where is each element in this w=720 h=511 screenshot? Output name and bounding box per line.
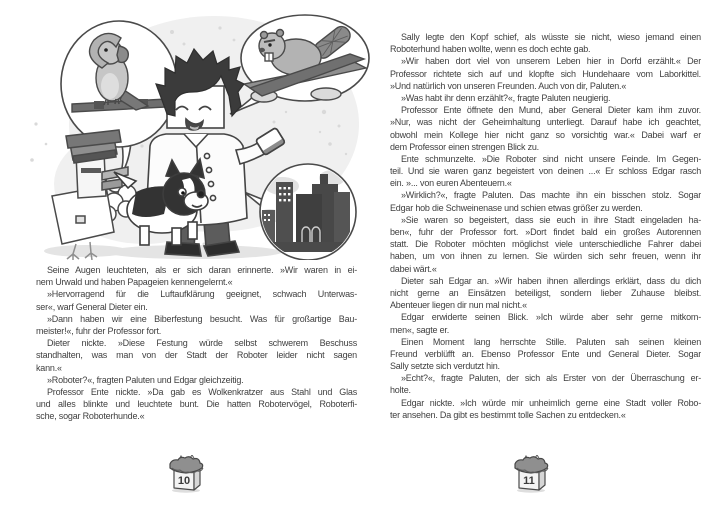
text-line: und alles blinkte und leuchtete bunt. Die hatten Robotervögel, Roboterfi- (36, 399, 357, 410)
text-line: Sally setzte sich verdutzt hin. (390, 361, 500, 372)
left-page-text (36, 264, 357, 422)
text-line: »Was habt ihr denn erzählt?«, fragte Paluten neugierig. (401, 92, 611, 103)
text-line: men«, sagte er. (390, 324, 450, 335)
grass-block-icon (515, 455, 548, 493)
page-number-badge-right (511, 455, 551, 493)
text-line: ein. »... von euren Abenteuern.« (390, 178, 512, 189)
paragraph (390, 55, 701, 92)
paragraph (390, 397, 701, 421)
paragraph (36, 386, 357, 423)
text-line: »Dann haben wir eine Biberfestung besucht. Was für großartige Bau- (47, 313, 357, 324)
text-line: nicht gerne an Einsätzen beteiligst, sondern lieber Zuhause bleibst. (390, 287, 701, 298)
text-line: »Nur, was nicht der Geheimhaltung unterliegt. Darauf habe ich geachtet, (390, 117, 701, 128)
military-cap-icon (66, 130, 121, 163)
text-line: sche, sogar Roboterhunde.« (36, 411, 145, 422)
text-line: Seine Augen leuchteten, als er sich daran erinnerte. »Wir waren in ei- (47, 265, 357, 275)
text-line: Professor Ente nickte. »Da gab es Wolkenkratzer aus Stahl und Glas (47, 386, 357, 397)
text-line: ser«, warf General Dieter ein. (36, 301, 148, 312)
paragraph (390, 31, 701, 55)
paragraph (390, 104, 701, 153)
text-line: »Hervorragend für die Luftaufklärung geeignet, schwach Unterwas- (47, 289, 357, 300)
text-line: Edgar erwiderte seinen Blick. »Ich würde aber sehr gerne mitkom- (401, 312, 701, 323)
text-line: Roboterhund haben wollte, wenn es doch echte gab. (390, 44, 591, 55)
page-number: 11 (523, 475, 535, 487)
paragraph (390, 275, 701, 312)
text-line: Ente schmunzelte. »Die Roboter sind nicht unsere Feinde. Im Gegen- (401, 153, 701, 164)
text-line: dabei wärt.« (390, 263, 437, 274)
paragraph (390, 189, 701, 213)
paragraph (390, 336, 701, 373)
text-line: Edgar nickte. »Ich würde mir unheimlich gerne eine Stadt voller Robo- (401, 397, 701, 408)
page-number-badge-left (166, 455, 206, 493)
text-line: Professor richtete sich auf und klopfte sich Hundehaare vom Laborkittel. (390, 68, 701, 79)
paragraph (36, 288, 357, 312)
ground-shadows (44, 245, 282, 259)
text-line: »Sie waren so begeistert, dass sie euch in ihre Stadt eingeladen ha- (401, 214, 701, 225)
paragraph (36, 264, 357, 288)
text-line: Sally legte den Kopf schief, als wüsste sie nicht, wieso jemand einen (401, 32, 701, 42)
page-number: 10 (177, 475, 191, 487)
text-line: statt. Die Roboter möchten möglichst viele unterschiedliche Fahrer dabei (390, 239, 701, 250)
text-line: Dieter nickte. »Diese Festung würde selbst schwerem Beschuss (47, 338, 357, 349)
text-line: meister!«, fuhr der Professor fort. (36, 325, 162, 336)
text-line: holte. (390, 385, 411, 396)
story-illustration (24, 4, 370, 260)
text-line: dem Professor einen strengen Blick zu. (390, 141, 539, 152)
text-line: Edgar hob die Schweinenase und schien etwas größer zu werden. (390, 202, 643, 213)
paragraph (36, 337, 357, 374)
text-line: Abenteuer liegen dir nun mal nicht.« (390, 300, 527, 311)
text-line: »Wir haben dort viel von unserem Leben hier in Dorfd erzählt.« Der (401, 56, 701, 67)
text-line: »Echt?«, fragte Paluten, der sich als Erster von der Überraschung er- (401, 373, 701, 384)
right-page-text (390, 31, 701, 421)
text-line: »Roboter?«, fragten Paluten und Edgar gleichzeitig. (47, 374, 244, 385)
text-line: Professor Ente öffnete den Mund, aber General Dieter kam ihm zuvor. (401, 105, 701, 116)
paragraph (390, 92, 701, 104)
text-line: nem Urwald und haben Papageien kennengelernt.« (36, 277, 233, 288)
paragraph (390, 372, 701, 396)
paragraph (390, 311, 701, 335)
text-line: obwohl mein Kollege hier nicht ganz so vorsichtig war.« Dabei warf er (390, 129, 701, 140)
text-line: haben, um von ihnen zu lernen. Sie würden sich sehr freuen, wenn ihr (390, 251, 701, 262)
text-line: ben«, fuhr der Professor fort. »Dort findet bald ein großes Autorennen (390, 227, 701, 237)
text-line: Dieter sah Edgar an. »Wir haben ihnen allerdings erklärt, dass du dich (401, 275, 701, 286)
grass-block-icon (170, 455, 203, 493)
text-line: teil. Und sie waren ganz begeistert von deinen ...« Er schloss Edgar rasch (390, 166, 701, 177)
paragraph (36, 374, 357, 386)
text-line: standhalten, was man von der Stadt der Roboter leider nicht sagen (36, 350, 357, 361)
paragraph (36, 313, 357, 337)
text-line: Einen Moment lang herrschte Stille. Paluten sah seinen kleinen (401, 336, 701, 347)
paragraph (390, 214, 701, 275)
text-line: »Und natürlich von unseren Freunden. Auch von dir, Paluten.« (390, 80, 627, 91)
text-line: »Wirklich?«, fragte Paluten. Das machte ihn ein bisschen stolz. Sogar (401, 190, 701, 201)
text-line: Freund verblüfft an. Ebenso Professor Ente und General Dieter. Sogar (390, 348, 701, 359)
text-line: ter ansehen. Da gibt es bestimmt tolle Sachen zu entdecken.« (390, 409, 626, 420)
paragraph (390, 153, 701, 190)
text-line: kann.« (36, 362, 62, 373)
